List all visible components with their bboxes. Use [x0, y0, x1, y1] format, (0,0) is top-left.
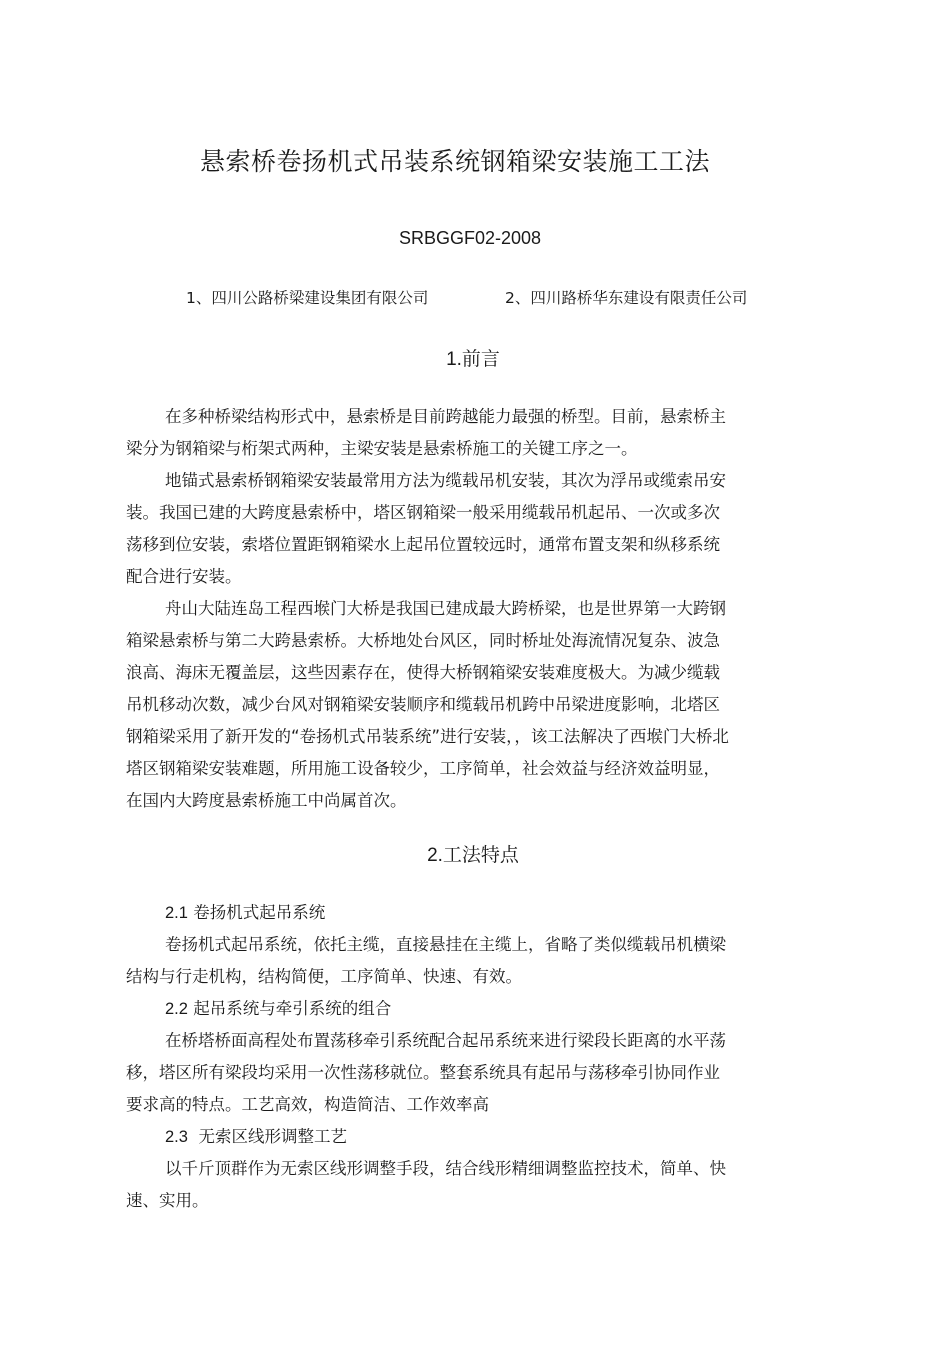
document-title: 悬索桥卷扬机式吊装系统钢箱梁安装施工工法 [199, 147, 710, 176]
section-heading-2 [0, 840, 946, 867]
subsection-heading-2-1 [165, 899, 325, 923]
subsection-number: 2.1 [165, 904, 188, 922]
subsection-title: 起吊系统与牵引系统的组合 [193, 999, 392, 1018]
section-number: 2. [427, 845, 443, 866]
section-number: 1. [446, 349, 462, 370]
document-code: SRBGGF02-2008 [398, 228, 542, 248]
section-heading-1 [0, 344, 946, 371]
subsection-title: 无索区线形调整工艺 [198, 1127, 347, 1146]
organization-2: 2、四川路桥华东建设有限责任公司 [505, 289, 748, 307]
section-title: 工法特点 [442, 844, 519, 866]
paragraph-line: 在国内大跨度悬索桥施工中尚属首次。 [126, 791, 407, 810]
paragraph-line: 地锚式悬索桥钢箱梁安装最常用方法为缆载吊机安装，其次为浮吊或缆索吊安 [165, 471, 726, 490]
paragraph-line: 结构与行走机构，结构简便，工序简单、快速、有效。 [126, 967, 522, 986]
paragraph-line: 舟山大陆连岛工程西堠门大桥是我国已建成最大跨桥梁，也是世界第一大跨钢 [165, 599, 726, 618]
paragraph-line: 要求高的特点。工艺高效，构造简洁、工作效率高 [126, 1095, 489, 1114]
paragraph-line: 速、实用。 [126, 1191, 209, 1210]
paragraph-line: 吊机移动次数，减少台风对钢箱梁安装顺序和缆载吊机跨中吊梁进度影响，北塔区 [126, 695, 720, 714]
paragraph-line: 塔区钢箱梁安装难题，所用施工设备较少，工序简单，社会效益与经济效益明显， [126, 759, 720, 778]
paragraph-line: 配合进行安装。 [126, 567, 242, 586]
paragraph-line: 浪高、海床无覆盖层，这些因素存在，使得大桥钢箱梁安装难度极大。为减少缆载 [126, 663, 720, 682]
paragraph-line: 卷扬机式起吊系统，依托主缆，直接悬挂在主缆上，省略了类似缆载吊机横梁 [165, 935, 726, 954]
subsection-number: 2.2 [165, 1000, 188, 1018]
subsection-heading-2-2 [165, 995, 391, 1019]
paragraph-line: 钢箱梁采用了新开发的“卷扬机式吊装系统”进行安装，，该工法解决了西堠门大桥北 [126, 727, 729, 746]
paragraph-line: 装。我国已建的大跨度悬索桥中，塔区钢箱梁一般采用缆载吊机起吊、一次或多次 [126, 503, 720, 522]
subsection-heading-2-3 [165, 1123, 347, 1147]
paragraph-line: 荡移到位安装，索塔位置距钢箱梁水上起吊位置较远时，通常布置支架和纵移系统 [126, 535, 720, 554]
paragraph-line: 在桥塔桥面高程处布置荡移牵引系统配合起吊系统来进行梁段长距离的水平荡 [165, 1031, 726, 1050]
section-title: 前言 [461, 348, 500, 370]
paragraph-line: 梁分为钢箱梁与桁架式两种，主梁安装是悬索桥施工的关键工序之一。 [126, 439, 638, 458]
paragraph-line: 箱梁悬索桥与第二大跨悬索桥。大桥地处台风区，同时桥址处海流情况复杂、波急 [126, 631, 720, 650]
paragraph-line: 以千斤顶群作为无索区线形调整手段，结合线形精细调整监控技术，简单、快 [165, 1159, 726, 1178]
paragraph-line: 在多种桥梁结构形式中，悬索桥是目前跨越能力最强的桥型。目前，悬索桥主 [165, 407, 726, 426]
organization-1: 1、四川公路桥梁建设集团有限公司 [186, 289, 429, 307]
subsection-number: 2.3 [165, 1128, 188, 1146]
paragraph-line: 移，塔区所有梁段均采用一次性荡移就位。整套系统具有起吊与荡移牵引协同作业 [126, 1063, 720, 1082]
subsection-title: 卷扬机式起吊系统 [193, 903, 326, 922]
